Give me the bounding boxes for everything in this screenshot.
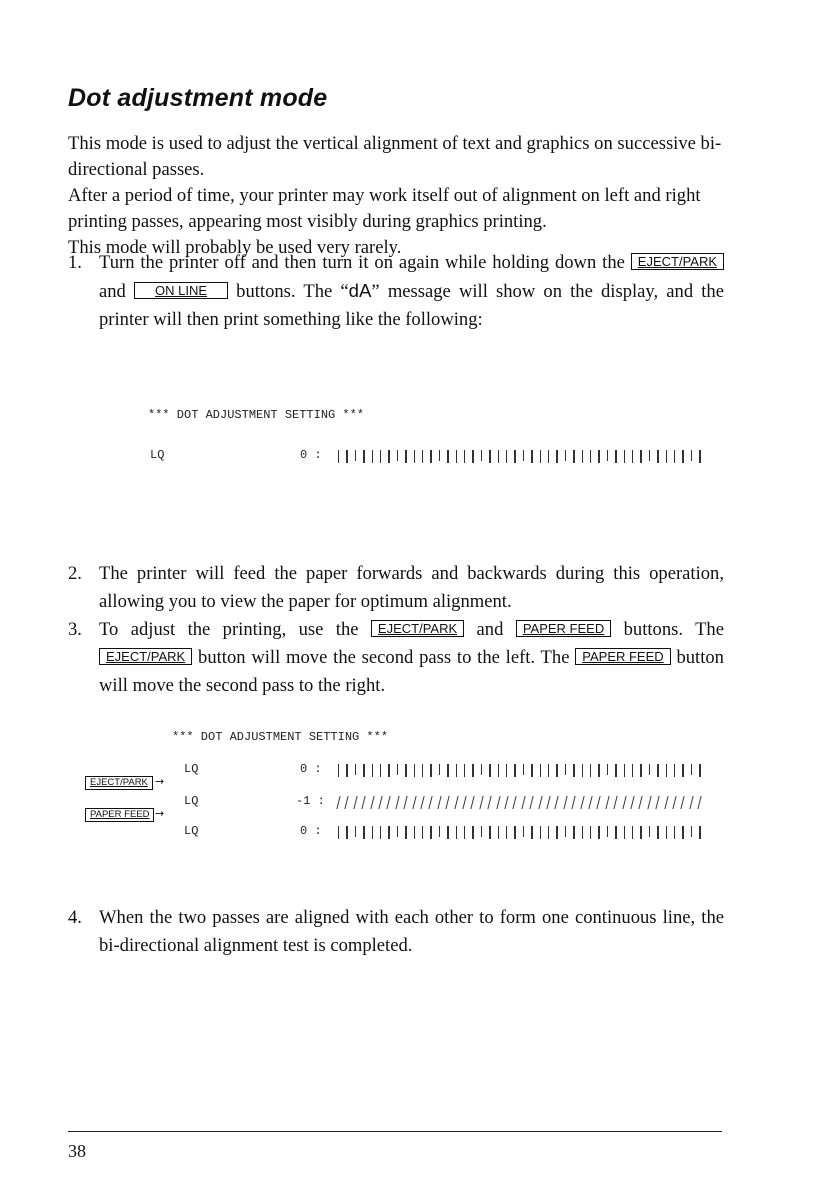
step-text-part: buttons. The “ [236,281,349,302]
paper-feed-key: PAPER FEED [85,808,154,822]
pattern-tick [672,796,677,809]
pattern-tick [395,796,400,809]
sample-heading: *** DOT ADJUSTMENT SETTING *** [172,730,389,744]
pattern-tick [699,450,700,463]
pattern-tick [514,826,515,839]
pattern-tick [674,826,675,839]
step-text-part: To adjust the printing, use the [99,619,359,640]
pattern-tick [489,826,490,839]
pattern-tick [691,826,692,837]
arrow-icon: → [155,775,165,788]
pattern-tick [422,764,423,777]
step-text: The printer will feed the paper forwards and backwards during this operation, allowing you to view the paper for optimum alignment. [99,563,724,612]
eject-park-key: EJECT/PARK [631,253,724,270]
pattern-tick [506,764,507,777]
section-title: Dot adjustment mode [68,84,328,112]
pattern-tick [372,764,373,777]
pattern-tick [607,450,608,461]
pattern-tick [429,796,434,809]
step-2 [68,560,724,616]
pattern-tick [590,826,591,839]
step-4 [68,904,724,960]
step-1 [68,249,724,334]
pattern-tick [481,764,482,775]
intro-text [68,131,722,261]
pattern-tick [556,764,557,777]
pattern-tick [488,796,493,809]
pattern-tick [346,826,347,839]
pattern-tick [640,450,641,463]
pattern-tick [664,796,669,809]
pattern-tick [657,826,658,839]
pattern-tick [640,764,641,777]
pattern-tick [481,450,482,461]
pattern-tick [656,796,661,809]
pattern-tick [464,450,465,463]
pattern-tick [647,796,652,809]
pattern-tick [605,796,610,809]
paper-feed-key: PAPER FEED [516,620,611,637]
pattern-tick [338,826,339,839]
pattern-tick [439,450,440,461]
pattern-tick [338,450,339,463]
pattern-tick [397,826,398,837]
pattern-tick [582,764,583,777]
pattern-tick [437,796,442,809]
pattern-tick [614,796,619,809]
step-text-part: button will move the second pass to the left. The [198,647,570,668]
sample-row-label: LQ [150,448,165,462]
pattern-tick [397,450,398,461]
pattern-tick [565,450,566,461]
step-number: 4. [68,907,82,928]
pattern-tick [649,450,650,461]
sample-heading: *** DOT ADJUSTMENT SETTING *** [148,408,365,422]
alignment-pattern [338,796,714,810]
intro-paragraph-3: This mode will probably be used very rarely. [68,237,402,258]
pattern-tick [597,796,602,809]
pattern-tick [624,764,625,777]
pattern-tick [405,826,406,839]
pattern-tick [548,764,549,777]
pattern-tick [523,826,524,837]
pattern-tick [414,826,415,839]
pattern-tick [640,826,641,839]
pattern-tick [513,796,518,809]
sample-row-value: 0 : [300,762,322,776]
pattern-tick [598,826,599,839]
sample-row-label: LQ [184,824,199,838]
step-number: 1. [68,252,82,273]
pattern-tick [615,764,616,777]
step-text [99,249,724,334]
step-text: When the two passes are aligned with each other to form one continuous line, the bi-directional alignment test is completed. [99,907,724,956]
pattern-tick [546,796,551,809]
pattern-tick [404,796,409,809]
pattern-tick [447,764,448,777]
pattern-tick [430,764,431,777]
display-code: dA [348,280,372,301]
pattern-tick [699,826,700,839]
pattern-tick [380,450,381,463]
pattern-tick [521,796,526,809]
pattern-tick [666,450,667,463]
pattern-tick [573,764,574,777]
pattern-tick [580,796,585,809]
pattern-tick [588,796,593,809]
pattern-tick [598,450,599,463]
pattern-tick [380,826,381,839]
pattern-tick [624,826,625,839]
step-text-part: button will move the second pass to the right. [99,647,724,696]
pattern-tick [439,764,440,775]
pattern-tick [345,796,350,809]
pattern-tick [422,826,423,839]
pattern-tick [336,796,341,809]
intro-paragraph-1: This mode is used to adjust the vertical alignment of text and graphics on successive bi-directional passes. [68,133,722,180]
pattern-tick [362,796,367,809]
pattern-tick [565,826,566,837]
pattern-tick [472,764,473,777]
pattern-tick [456,764,457,777]
pattern-tick [531,450,532,463]
pattern-tick [582,826,583,839]
pattern-tick [496,796,501,809]
pattern-tick [572,796,577,809]
pattern-tick [639,796,644,809]
pattern-tick [514,450,515,463]
pattern-tick [338,764,339,777]
step-text-part: Turn the printer off and then turn it on again while holding down the [99,252,625,273]
pattern-tick [454,796,459,809]
pattern-tick [540,450,541,463]
pattern-tick [531,826,532,839]
pattern-tick [353,796,358,809]
pattern-tick [657,764,658,777]
pattern-tick [590,764,591,777]
sample-row-label: LQ [184,762,199,776]
pattern-tick [682,826,683,839]
pattern-tick [681,796,686,809]
alignment-pattern [338,826,714,840]
pattern-tick [666,764,667,777]
pattern-tick [689,796,694,809]
pattern-tick [420,796,425,809]
pattern-tick [540,826,541,839]
alignment-pattern [338,450,714,464]
pattern-tick [538,796,543,809]
pattern-tick [412,796,417,809]
pattern-tick [472,450,473,463]
sample-row-value: -1 : [296,794,325,808]
pattern-tick [380,764,381,777]
pattern-tick [414,764,415,777]
alignment-pattern [338,764,714,778]
pattern-tick [363,826,364,839]
pattern-tick [691,764,692,775]
pattern-tick [355,450,356,461]
footer-rule [68,1131,722,1132]
pattern-tick [682,450,683,463]
pattern-tick [530,796,535,809]
pattern-tick [498,450,499,463]
pattern-tick [498,764,499,777]
pattern-tick [498,826,499,839]
pattern-tick [573,450,574,463]
pattern-tick [632,764,633,777]
pattern-tick [506,450,507,463]
pattern-tick [607,764,608,775]
pattern-tick [598,764,599,777]
step-text-part: and [99,281,126,302]
pattern-tick [615,826,616,839]
pattern-tick [590,450,591,463]
pattern-tick [632,826,633,839]
pattern-tick [388,764,389,777]
pattern-tick [624,450,625,463]
step-text-part: and [476,619,504,640]
pattern-tick [471,796,476,809]
pattern-tick [691,450,692,461]
pattern-tick [439,826,440,837]
pattern-tick [355,826,356,837]
pattern-tick [563,796,568,809]
pattern-tick [462,796,467,809]
pattern-tick [540,764,541,777]
step-text [99,616,724,700]
step-3 [68,616,724,700]
pattern-tick [548,450,549,463]
pattern-tick [657,450,658,463]
pattern-tick [523,764,524,775]
eject-park-key: EJECT/PARK [371,620,464,637]
pattern-tick [387,796,392,809]
pattern-tick [630,796,635,809]
pattern-tick [556,826,557,839]
pattern-tick [674,450,675,463]
eject-park-key: EJECT/PARK [85,776,153,790]
pattern-tick [632,450,633,463]
pattern-tick [607,826,608,837]
pattern-tick [556,450,557,463]
pattern-tick [388,826,389,839]
pattern-tick [447,826,448,839]
step-number: 3. [68,619,82,640]
pattern-tick [622,796,627,809]
pattern-tick [472,826,473,839]
sample-row-label: LQ [184,794,199,808]
pattern-tick [346,450,347,463]
pattern-tick [363,450,364,463]
pattern-tick [430,826,431,839]
pattern-tick [447,450,448,463]
pattern-tick [430,450,431,463]
pattern-tick [682,764,683,777]
pattern-tick [489,764,490,777]
pattern-tick [699,764,700,777]
pattern-tick [370,796,375,809]
sample-row-value: 0 : [300,824,322,838]
pattern-tick [464,826,465,839]
pattern-tick [372,450,373,463]
pattern-tick [422,450,423,463]
pattern-tick [674,764,675,777]
pattern-tick [456,450,457,463]
sample-row-value: 0 : [300,448,322,462]
pattern-tick [378,796,383,809]
paper-feed-key: PAPER FEED [575,648,670,665]
pattern-tick [649,826,650,837]
pattern-tick [388,450,389,463]
pattern-tick [363,764,364,777]
pattern-tick [582,450,583,463]
pattern-tick [548,826,549,839]
pattern-tick [523,450,524,461]
pattern-tick [372,826,373,839]
pattern-tick [565,764,566,775]
pattern-tick [506,826,507,839]
pattern-tick [666,826,667,839]
pattern-tick [531,764,532,777]
arrow-icon: → [155,807,165,820]
pattern-tick [649,764,650,775]
pattern-tick [698,796,703,809]
pattern-tick [504,796,509,809]
pattern-tick [615,450,616,463]
pattern-tick [573,826,574,839]
pattern-tick [481,826,482,837]
pattern-tick [456,826,457,839]
on-line-key: ON LINE [134,282,228,299]
pattern-tick [464,764,465,777]
pattern-tick [489,450,490,463]
step-text-part: ” message will show on the display, and the printer will then print something like the following: [99,281,724,330]
pattern-tick [405,450,406,463]
step-text-part: buttons. The [623,619,724,640]
pattern-tick [397,764,398,775]
pattern-tick [346,764,347,777]
pattern-tick [514,764,515,777]
intro-paragraph-2: After a period of time, your printer may work itself out of alignment on left and right printing passes, appearing most visibly during graphics printing. [68,185,701,232]
pattern-tick [414,450,415,463]
pattern-tick [479,796,484,809]
pattern-tick [555,796,560,809]
pattern-tick [355,764,356,775]
eject-park-key: EJECT/PARK [99,648,192,665]
pattern-tick [446,796,451,809]
page-number: 38 [68,1141,86,1161]
step-number: 2. [68,563,82,584]
pattern-tick [405,764,406,777]
